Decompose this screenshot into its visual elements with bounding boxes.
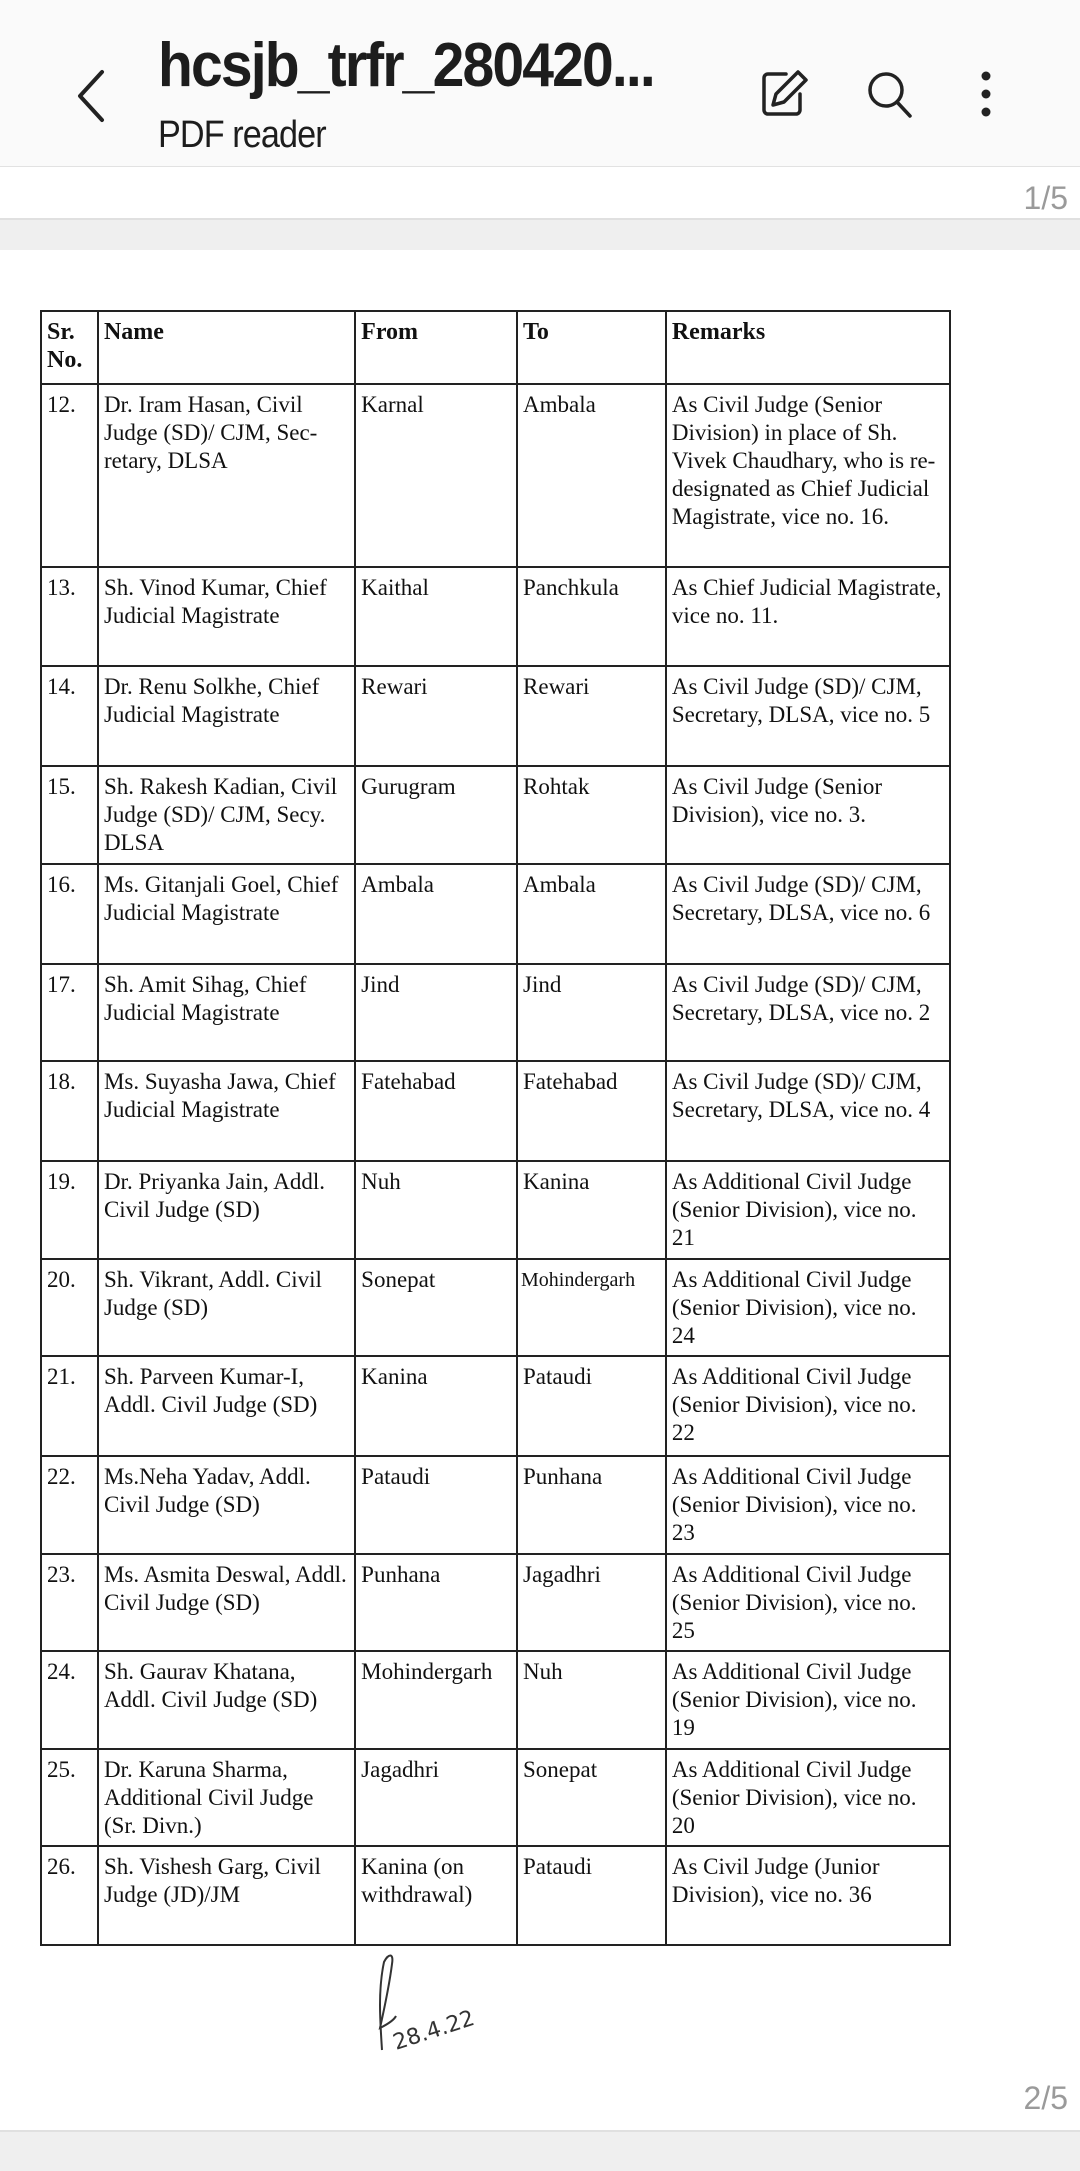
- cell-from: Nuh: [355, 1161, 517, 1259]
- cell-name: Ms.Neha Yadav, Addl. Civil Judge (SD): [98, 1456, 355, 1554]
- cell-from: Ambala: [355, 864, 517, 964]
- cell-name: Sh. Amit Sihag, Chief Judicial Magistrate: [98, 964, 355, 1061]
- cell-from: Rewari: [355, 666, 517, 766]
- cell-name: Dr. Karuna Sharma, Additional Civil Judge (Sr. Divn.): [98, 1749, 355, 1846]
- cell-to: Jagadhri: [517, 1554, 666, 1651]
- cell-name: Sh. Vishesh Garg, Civil Judge (JD)/JM: [98, 1846, 355, 1945]
- pdf-page-2: [0, 250, 1080, 2130]
- cell-sr: 22.: [41, 1456, 98, 1554]
- cell-to: Jind: [517, 964, 666, 1061]
- cell-name: Ms. Gitanjali Goel, Chief Judicial Magistrate: [98, 864, 355, 964]
- cell-from: Mohindergarh: [355, 1651, 517, 1749]
- document-title: hcsjb_trfr_280420...: [158, 31, 654, 100]
- cell-to: Rewari: [517, 666, 666, 766]
- cell-remarks: As Additional Civil Judge (Senior Division), vice no. 25: [666, 1554, 950, 1651]
- cell-sr: 15.: [41, 766, 98, 864]
- more-options-button[interactable]: [958, 66, 1014, 122]
- page-separator: [0, 2130, 1080, 2171]
- more-vert-icon: [976, 68, 996, 120]
- page-number-indicator: 2/5: [1023, 2080, 1068, 2116]
- table-row: [41, 1554, 950, 1651]
- edit-button[interactable]: [756, 66, 812, 122]
- cell-remarks: As Civil Judge (SD)/ CJM, Secretary, DLSA, vice no. 2: [666, 964, 950, 1061]
- header-name: Name: [98, 311, 355, 384]
- cell-remarks: As Civil Judge (SD)/ CJM, Secretary, DLSA, vice no. 4: [666, 1061, 950, 1161]
- cell-from: Pataudi: [355, 1456, 517, 1554]
- cell-from: Punhana: [355, 1554, 517, 1651]
- cell-from: Fatehabad: [355, 1061, 517, 1161]
- table-row: [41, 1061, 950, 1161]
- search-button[interactable]: [862, 66, 918, 122]
- cell-to: Kanina: [517, 1161, 666, 1259]
- cell-sr: 19.: [41, 1161, 98, 1259]
- cell-to: Nuh: [517, 1651, 666, 1749]
- header-sr-no: Sr. No.: [41, 311, 98, 384]
- cell-sr: 12.: [41, 384, 98, 567]
- table-row: [41, 1456, 950, 1554]
- cell-remarks: As Civil Judge (Senior Division) in place of Sh. Vivek Chaudhary, who is re-designated as Chief Judicial Magistrate, vice no. 16.: [666, 384, 950, 567]
- back-icon: [72, 66, 112, 126]
- table-row: [41, 1749, 950, 1846]
- cell-remarks: As Additional Civil Judge (Senior Division), vice no. 19: [666, 1651, 950, 1749]
- cell-sr: 26.: [41, 1846, 98, 1945]
- cell-sr: 13.: [41, 567, 98, 666]
- cell-from: Jind: [355, 964, 517, 1061]
- table-row: [41, 567, 950, 666]
- transfer-table: [40, 310, 951, 1946]
- cell-name: Ms. Suyasha Jawa, Chief Judicial Magistrate: [98, 1061, 355, 1161]
- cell-remarks: As Additional Civil Judge (Senior Division), vice no. 23: [666, 1456, 950, 1554]
- search-icon: [864, 68, 916, 120]
- cell-sr: 16.: [41, 864, 98, 964]
- cell-from: Sonepat: [355, 1259, 517, 1356]
- table-row: [41, 1356, 950, 1456]
- cell-remarks: As Additional Civil Judge (Senior Division), vice no. 21: [666, 1161, 950, 1259]
- cell-from: Karnal: [355, 384, 517, 567]
- header-remarks: Remarks: [666, 311, 950, 384]
- signature-icon: [370, 1950, 510, 2070]
- cell-remarks: As Additional Civil Judge (Senior Division), vice no. 22: [666, 1356, 950, 1456]
- cell-to: Panchkula: [517, 567, 666, 666]
- table-row: [41, 1651, 950, 1749]
- cell-name: Sh. Rakesh Kadian, Civil Judge (SD)/ CJM, Secy. DLSA: [98, 766, 355, 864]
- cell-remarks: As Civil Judge (SD)/ CJM, Secretary, DLSA, vice no. 6: [666, 864, 950, 964]
- cell-name: Dr. Iram Hasan, Civil Judge (SD)/ CJM, Sec-retary, DLSA: [98, 384, 355, 567]
- cell-to: Rohtak: [517, 766, 666, 864]
- cell-to: Punhana: [517, 1456, 666, 1554]
- cell-remarks: As Civil Judge (SD)/ CJM, Secretary, DLSA, vice no. 5: [666, 666, 950, 766]
- cell-remarks: As Civil Judge (Junior Division), vice no. 36: [666, 1846, 950, 1945]
- edit-icon: [758, 68, 810, 120]
- cell-remarks: As Additional Civil Judge (Senior Division), vice no. 20: [666, 1749, 950, 1846]
- app-bar: [0, 0, 1080, 167]
- cell-name: Sh. Parveen Kumar-I, Addl. Civil Judge (SD): [98, 1356, 355, 1456]
- svg-text:28.4.22: 28.4.22: [390, 2005, 478, 2056]
- cell-sr: 17.: [41, 964, 98, 1061]
- page-number-indicator: 1/5: [1023, 180, 1068, 216]
- cell-to: Pataudi: [517, 1846, 666, 1945]
- table-row: [41, 1846, 950, 1945]
- cell-name: Sh. Vinod Kumar, Chief Judicial Magistrate: [98, 567, 355, 666]
- cell-to: Fatehabad: [517, 1061, 666, 1161]
- table-row: [41, 666, 950, 766]
- table-row: [41, 964, 950, 1061]
- cell-sr: 20.: [41, 1259, 98, 1356]
- cell-sr: 23.: [41, 1554, 98, 1651]
- cell-to: Mohindergarh: [517, 1259, 666, 1356]
- cell-from: Kaithal: [355, 567, 517, 666]
- cell-sr: 25.: [41, 1749, 98, 1846]
- cell-from: Jagadhri: [355, 1749, 517, 1846]
- table-row: [41, 766, 950, 864]
- table-row: [41, 864, 950, 964]
- table-row: [41, 384, 950, 567]
- cell-to: Ambala: [517, 864, 666, 964]
- cell-to: Pataudi: [517, 1356, 666, 1456]
- cell-remarks: As Civil Judge (Senior Division), vice no. 3.: [666, 766, 950, 864]
- app-subtitle: PDF reader: [158, 114, 326, 156]
- cell-name: Ms. Asmita Deswal, Addl. Civil Judge (SD): [98, 1554, 355, 1651]
- cell-sr: 24.: [41, 1651, 98, 1749]
- cell-name: Sh. Gaurav Khatana, Addl. Civil Judge (SD): [98, 1651, 355, 1749]
- cell-name: Dr. Renu Solkhe, Chief Judicial Magistrate: [98, 666, 355, 766]
- cell-sr: 18.: [41, 1061, 98, 1161]
- cell-name: Sh. Vikrant, Addl. Civil Judge (SD): [98, 1259, 355, 1356]
- back-button[interactable]: [72, 66, 112, 126]
- cell-sr: 21.: [41, 1356, 98, 1456]
- cell-from: Kanina (on withdrawal): [355, 1846, 517, 1945]
- cell-from: Gurugram: [355, 766, 517, 864]
- cell-remarks: As Additional Civil Judge (Senior Division), vice no. 24: [666, 1259, 950, 1356]
- cell-to: Sonepat: [517, 1749, 666, 1846]
- cell-name: Dr. Priyanka Jain, Addl. Civil Judge (SD): [98, 1161, 355, 1259]
- pdf-page-1: [0, 166, 1080, 218]
- header-from: From: [355, 311, 517, 384]
- cell-remarks: As Chief Judicial Magistrate, vice no. 11.: [666, 567, 950, 666]
- table-row: [41, 1259, 950, 1356]
- header-to: To: [517, 311, 666, 384]
- handwritten-signature: [370, 1950, 510, 2075]
- cell-to: Ambala: [517, 384, 666, 567]
- table-row: [41, 1161, 950, 1259]
- cell-sr: 14.: [41, 666, 98, 766]
- table-header-row: [41, 311, 950, 384]
- page-separator: [0, 218, 1080, 252]
- cell-from: Kanina: [355, 1356, 517, 1456]
